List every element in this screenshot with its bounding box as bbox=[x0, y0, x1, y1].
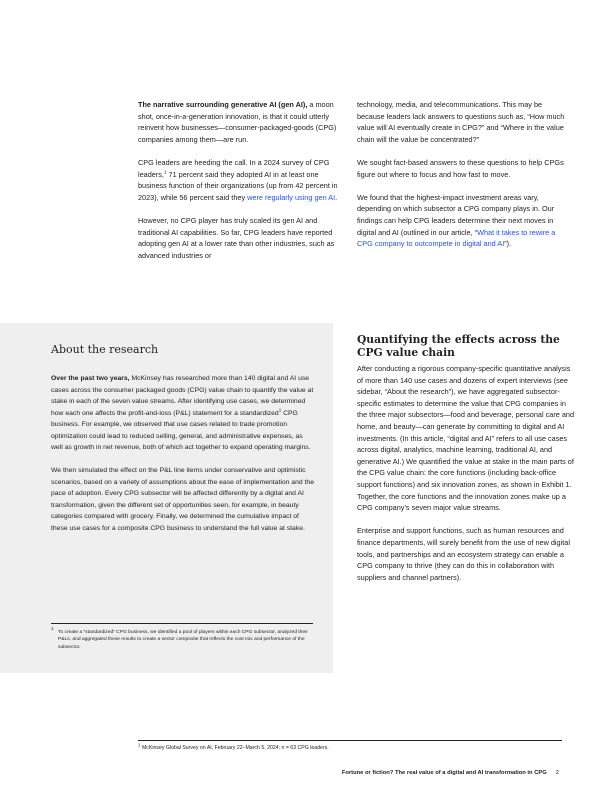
section-paragraph-2: Enterprise and support functions, such as human resources and finance departments, will surely benefit from the use of new digital tools, and partnerships and an ecosystem strategy can enable a CPG company to thrive (they can do this in collaboration with suppliers and channel partners). bbox=[357, 526, 570, 582]
footnote-number: 1 bbox=[138, 742, 141, 748]
sidebar-footnote-divider bbox=[51, 623, 313, 624]
sidebar-paragraph-1 bbox=[51, 373, 316, 454]
left-column bbox=[138, 99, 342, 273]
sidebar-content bbox=[51, 343, 316, 546]
footnote-divider bbox=[138, 740, 562, 741]
page-number: 2 bbox=[555, 770, 559, 776]
findings-text-end: ”). bbox=[504, 239, 512, 249]
sidebar-footnote-ref[interactable]: 1 bbox=[278, 407, 282, 413]
section-paragraph-1: After conducting a rigorous company-specific quantitative analysis of more than 140 use cases and dozens of expert interviews (see sidebar, “About the research”), we have aggregated subsector-specific estimates to determine the value that CPG companies in the three major subsectors—food and beverage, personal care and home, and beauty—can generate by committing to digital and AI investments. (In this article, “digital and AI” refers to all use cases across digital, analytics, machine learning, traditional AI, and generative AI.) We quantified the value at stake in the main parts of the CPG value chain: the core functions (including back-office support functions) and six innovation zones, as shown in Exhibit 1. Together, the core functions and the innovation zones make up a CPG company’s seven major value streams. bbox=[357, 364, 575, 513]
footnote-text: McKinsey Global Survey on AI, February 22–March 5, 2024; n = 63 CPG leaders. bbox=[140, 745, 329, 751]
survey-paragraph bbox=[138, 157, 342, 203]
footer-title: Fortune or fiction? The real value of a digital and AI transformation in CPG bbox=[341, 770, 547, 776]
sidebar-footnote bbox=[51, 626, 313, 651]
intro-text: a moon shot, once-in-a-generation innovation, is that it could utterly reinvent how businesses—consumer-packaged-goods (CPG) companies among them—are run. bbox=[138, 100, 337, 144]
survey-text-cont: 71 percent said they adopted AI in at least one business function of their organizations (up from 42 percent in 2023), while 56 percent said they bbox=[138, 169, 338, 202]
intro-lead: The narrative surrounding generative AI (gen AI), bbox=[138, 100, 308, 109]
gen-ai-survey-link[interactable]: were regularly using gen AI bbox=[247, 192, 336, 202]
sidebar-text-cont: CPG business. For example, we observed that use cases related to trade promotion optimization could lead to reduced selling, general, and administrative expenses, as well as growth in net revenue, both of which act together to expand operating margins. bbox=[51, 409, 311, 451]
questions-paragraph: technology, media, and telecommunications. This may be because leaders lack answers to questions such as, “How much value will AI eventually create in CPG?” and “Where in the value chain will the value be concentrated?” bbox=[357, 100, 565, 144]
footnote-ref-1[interactable]: 1 bbox=[163, 169, 167, 175]
section-body bbox=[357, 363, 575, 595]
sidebar-body bbox=[51, 373, 316, 534]
page-footnote bbox=[138, 744, 329, 752]
section-heading: Quantifying the effects across the CPG value chain bbox=[357, 333, 560, 359]
intro-paragraph bbox=[138, 99, 342, 145]
scaling-paragraph: However, no CPG player has truly scaled its gen AI and traditional AI capabilities. So far, CPG leaders have reported adopting gen AI at a lower rate than other industries, such as advanced industries or bbox=[138, 215, 335, 260]
sidebar-title: About the research bbox=[51, 343, 159, 356]
findings-paragraph bbox=[357, 192, 567, 250]
right-column bbox=[357, 99, 567, 261]
sidebar-lead: Over the past two years, bbox=[51, 375, 130, 382]
rewire-article-link[interactable]: What it takes to rewire a CPG company to outcompete in digital and AI bbox=[357, 227, 556, 249]
survey-text: CPG leaders are heeding the call. In a 2024 survey of CPG leaders, bbox=[138, 157, 330, 179]
answers-paragraph: We sought fact-based answers to these questions to help CPGs figure out where to focus and how fast to move. bbox=[357, 157, 564, 179]
sidebar-paragraph-2: We then simulated the effect on the P&L line items under conservative and optimistic scenarios, based on a variety of assumptions about the ease of implementation and the pace of adoption. Every CPG subsector will be affected differently by a digital and AI transformation, given the different set of opportunities seen, for example, in beauty categories compared with grocery. Finally, we determined the cumulative impact of these use cases for a composite CPG business to understand the full value at stake. bbox=[51, 467, 314, 532]
sidebar-footnote-text: To create a “standardized” CPG business, we identified a pool of players within each CPG subsector, analyzed their P&Ls, and aggregated these results to create a sector composite that reflects the cost mix and performance of the subsector. bbox=[58, 630, 308, 650]
running-footer bbox=[342, 769, 559, 777]
sidebar-footnote-number: 1 bbox=[51, 626, 54, 631]
findings-text: We found that the highest-impact investment areas vary, depending on which subsector a CPG company plays in. Our findings can help CPG leaders determine their next moves in digital and AI (outlined in our article, “ bbox=[357, 192, 555, 237]
sidebar-text: McKinsey has researched more than 140 digital and AI use cases across the consumer packaged goods (CPG) value chain to quantify the value at stake in each of the seven value streams. After identifying use cases, we determined how each one affects the profit-and-loss (P&L) statement for a standardized bbox=[51, 375, 314, 417]
research-sidebar bbox=[0, 323, 333, 673]
survey-text-end: . bbox=[335, 192, 338, 202]
